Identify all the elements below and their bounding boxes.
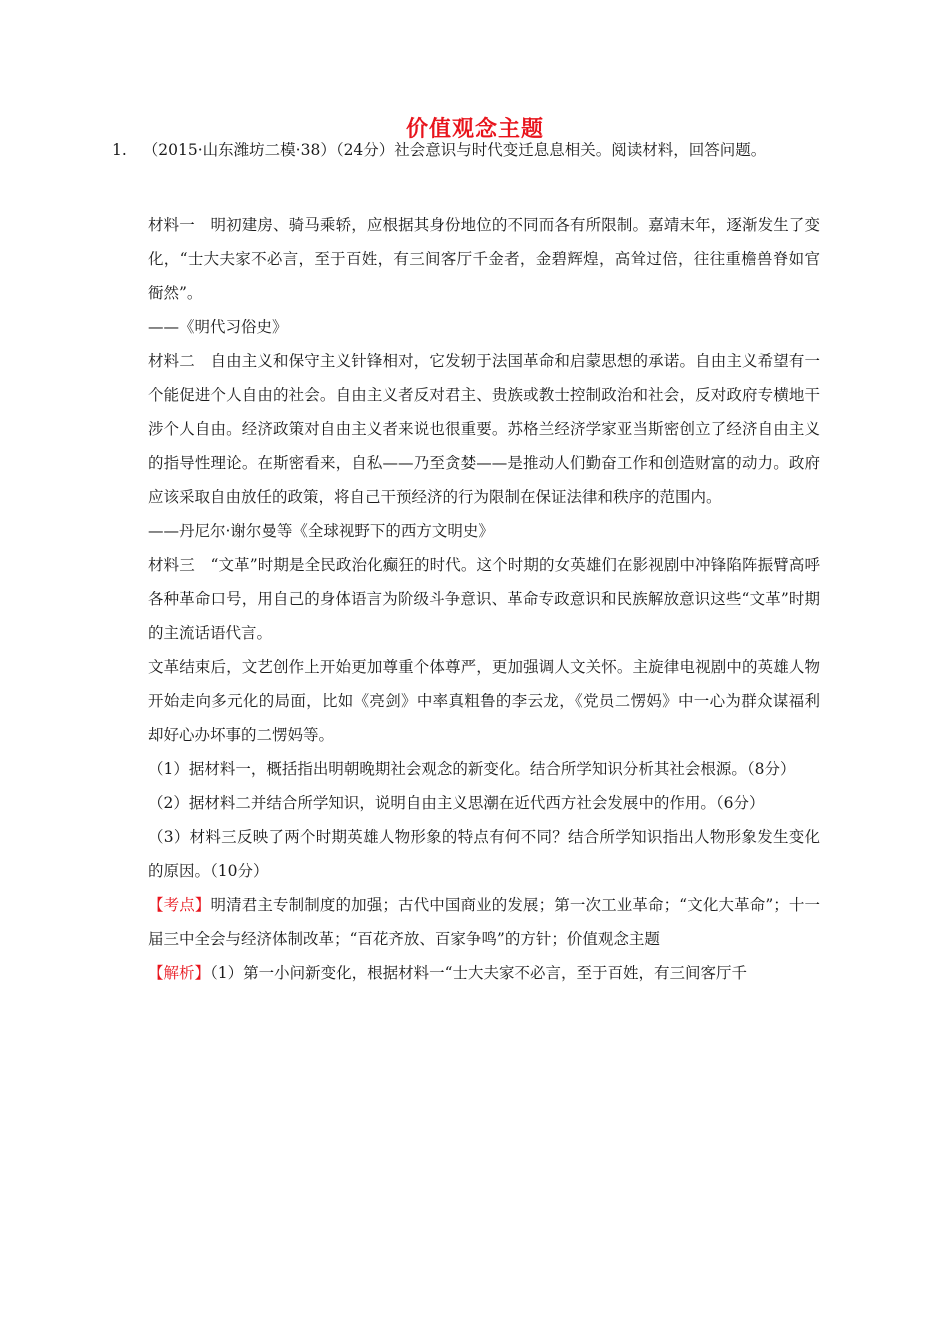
material-two-text: 材料二 自由主义和保守主义针锋相对，它发轫于法国革命和启蒙思想的承诺。自由主义希望有一个能促进个人自由的社会。自由主义者反对君主、贵族或教士控制政治和社会，反对政府专横地干涉个人自由。经济政策对自由主义者来说也很重要。苏格兰经济学家亚当斯密创立了经济自由主义的指导性理论。在斯密看来，自私——乃至贪婪——是推动人们勤奋工作和创造财富的动力。政府应该采取自由放任的政策，将自己干预经济的行为限制在保证法律和秩序的范围内。 xyxy=(148,352,820,506)
question-content xyxy=(148,208,820,990)
question-number: 1. xyxy=(112,141,127,159)
material-two-source: ——丹尼尔·谢尔曼等《全球视野下的西方文明史》 xyxy=(148,522,494,540)
subquestion-1: （1）据材料一，概括指出明朝晚期社会观念的新变化。结合所学知识分析其社会根源。（8分） xyxy=(148,760,796,778)
subquestion-2: （2）据材料二并结合所学知识，说明自由主义思潮在近代西方社会发展中的作用。（6分） xyxy=(148,794,765,812)
material-one-text: 材料一 明初建房、骑马乘轿，应根据其身份地位的不同而各有所限制。嘉靖末年，逐渐发生了变化，“士大夫家不必言，至于百姓，有三间客厅千金者，金碧辉煌，高耸过倍，往往重檐兽脊如官衙然”。 xyxy=(148,216,820,302)
kaodian-tag: 【考点】 xyxy=(148,896,211,914)
jiexi-block xyxy=(148,956,820,990)
question-header xyxy=(112,139,842,161)
material-three-text-1: 材料三 “文革”时期是全民政治化癫狂的时代。这个时期的女英雄们在影视剧中冲锋陷阵振臂高呼各种革命口号，用自己的身体语言为阶级斗争意识、革命专政意识和民族解放意识这些“文革”时期的主流话语代言。 xyxy=(148,556,820,642)
material-one-source: ——《明代习俗史》 xyxy=(148,318,288,336)
material-three-text-2: 文革结束后，文艺创作上开始更加尊重个体尊严，更加强调人文关怀。主旋律电视剧中的英雄人物开始走向多元化的局面，比如《亮剑》中率真粗鲁的李云龙，《党员二愣妈》中一心为群众谋福利却好心办坏事的二愣妈等。 xyxy=(148,658,820,744)
kaodian-text: 明清君主专制制度的加强；古代中国商业的发展；第一次工业革命；“文化大革命”；十一届三中全会与经济体制改革；“百花齐放、百家争鸣”的方针；价值观念主题 xyxy=(148,896,820,948)
question-text: （2015·山东潍坊二模·38）（24分）社会意识与时代变迁息息相关。阅读材料，回答问题。 xyxy=(142,141,767,159)
subquestion-3: （3）材料三反映了两个时期英雄人物形象的特点有何不同？结合所学知识指出人物形象发生变化的原因。（10分） xyxy=(148,828,820,880)
jiexi-text: （1）第一小问新变化，根据材料一“士大夫家不必言，至于百姓，有三间客厅千 xyxy=(210,964,748,982)
page-title: 价值观念主题 xyxy=(405,116,544,142)
kaodian-block xyxy=(148,888,820,956)
jiexi-tag: 【解析】 xyxy=(148,964,211,982)
